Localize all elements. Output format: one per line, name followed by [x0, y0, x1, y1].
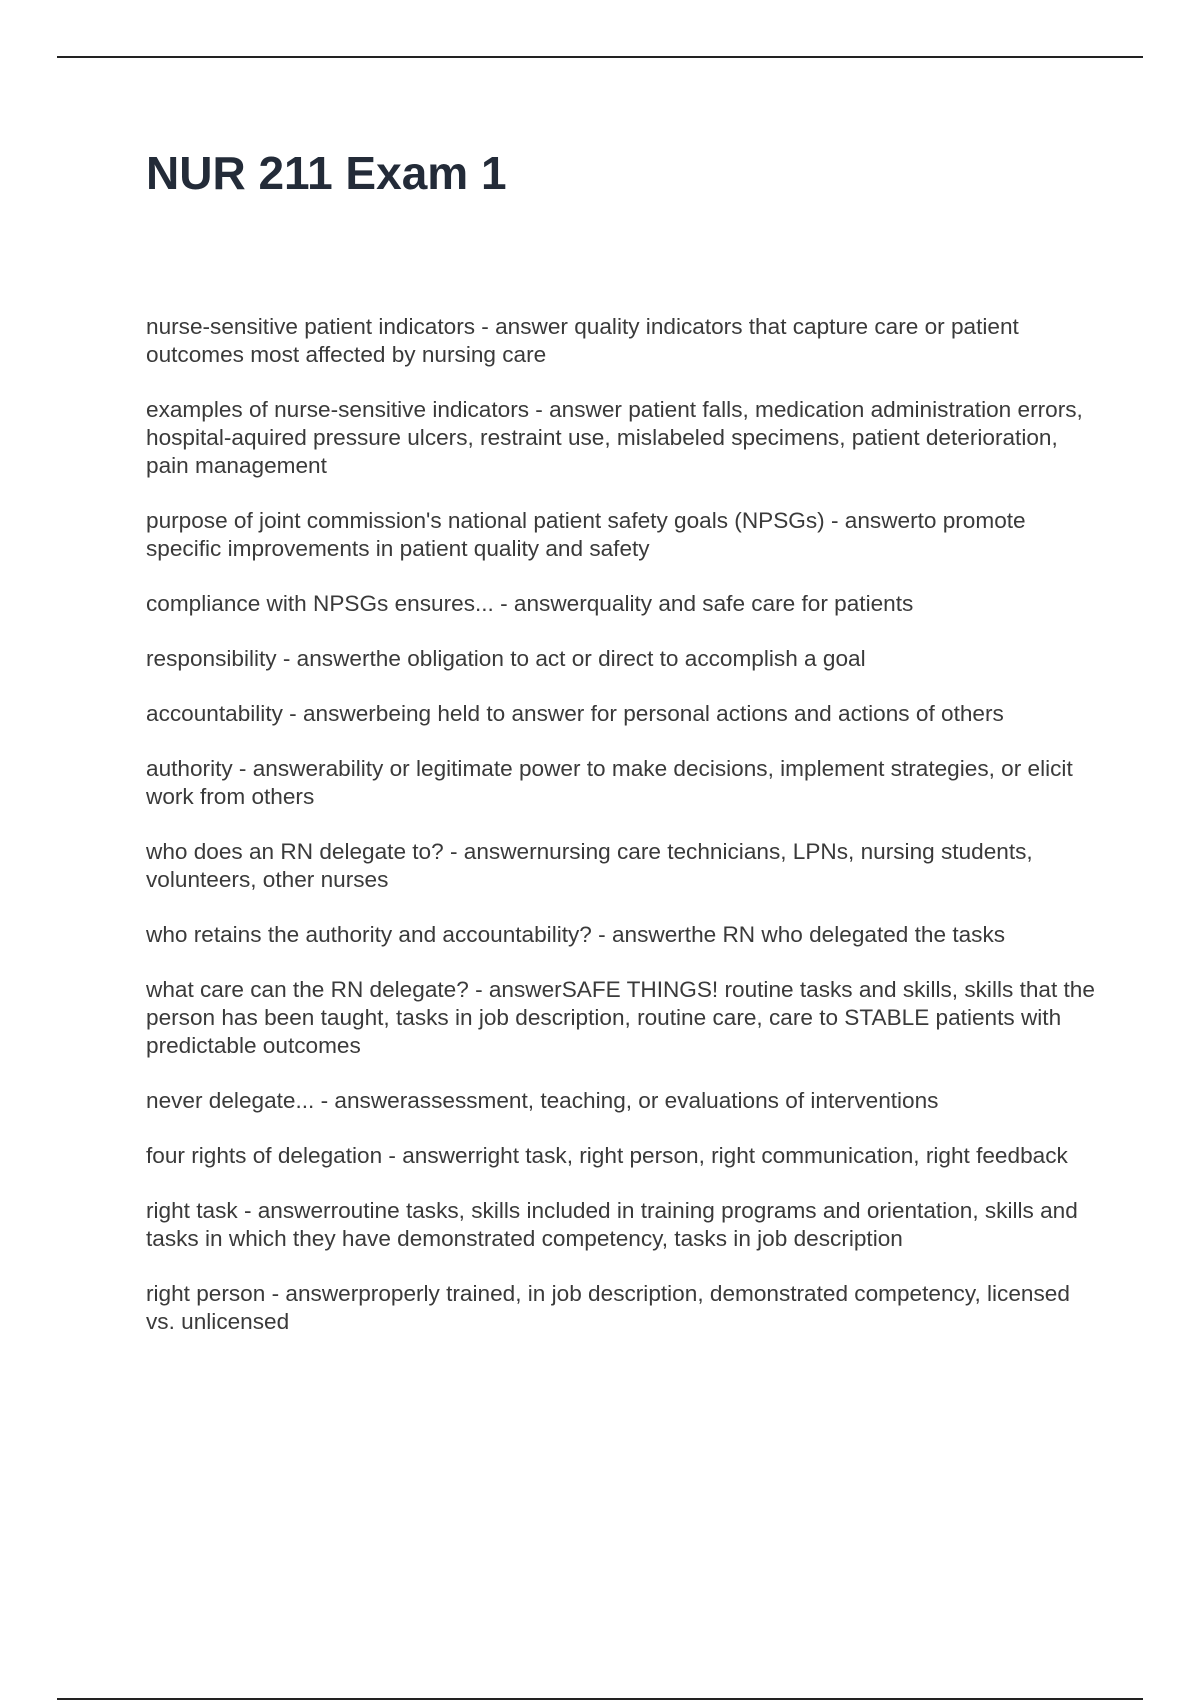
flashcard-list: [146, 313, 1096, 1363]
list-item: never delegate... - answerassessment, teaching, or evaluations of interventions: [146, 1088, 939, 1113]
list-item: what care can the RN delegate? - answerSAFE THINGS! routine tasks and skills, skills that the person has been taught, tasks in job description, routine care, care to STABLE patients with predictable outcomes: [146, 977, 1095, 1058]
list-item: compliance with NPSGs ensures... - answerquality and safe care for patients: [146, 591, 914, 616]
list-item: who retains the authority and accountability? - answerthe RN who delegated the tasks: [146, 922, 1006, 947]
list-item: responsibility - answerthe obligation to act or direct to accomplish a goal: [146, 646, 866, 671]
list-item: who does an RN delegate to? - answernursing care technicians, LPNs, nursing students, volunteers, other nurses: [146, 839, 1033, 892]
page-title: NUR 211 Exam 1: [146, 147, 507, 199]
list-item: right task - answerroutine tasks, skills included in training programs and orientation, skills and tasks in which they have demonstrated competency, tasks in job description: [146, 1198, 1078, 1251]
list-item: right person - answerproperly trained, in job description, demonstrated competency, licensed vs. unlicensed: [146, 1281, 1070, 1334]
list-item: purpose of joint commission's national patient safety goals (NPSGs) - answerto promote specific improvements in patient quality and safety: [146, 508, 1026, 561]
list-item: examples of nurse-sensitive indicators - answer patient falls, medication administration errors, hospital-aquired pressure ulcers, restraint use, mislabeled specimens, patient deterioration, pain management: [146, 397, 1083, 478]
list-item: four rights of delegation - answerright task, right person, right communication, right feedback: [146, 1143, 1068, 1168]
list-item: nurse-sensitive patient indicators - answer quality indicators that capture care or patient outcomes most affected by nursing care: [146, 314, 1019, 367]
top-divider: [57, 56, 1143, 58]
list-item: authority - answerability or legitimate power to make decisions, implement strategies, or elicit work from others: [146, 756, 1073, 809]
list-item: accountability - answerbeing held to answer for personal actions and actions of others: [146, 701, 1004, 726]
